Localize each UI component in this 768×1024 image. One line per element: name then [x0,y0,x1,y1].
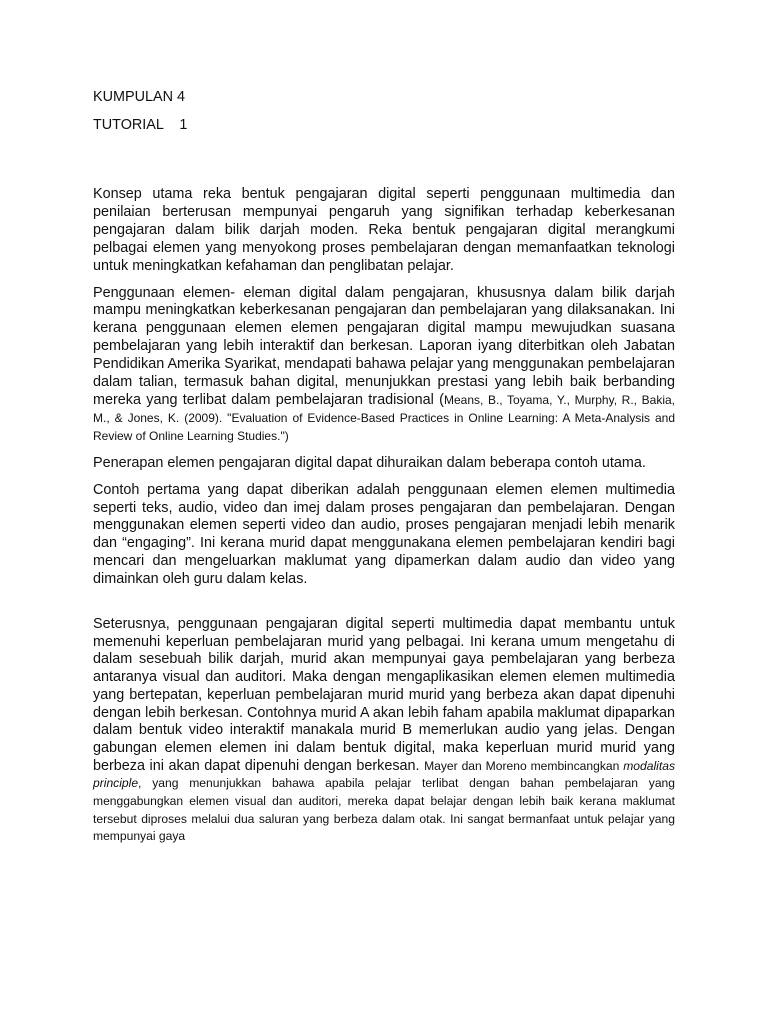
paragraph-digital-elements-text: Penggunaan elemen- eleman digital dalam pengajaran, khususnya dalam bilik darjah mampu meningkatkan keberkesanan pengajaran dan pembelajaran yang dilaksanakan. Ini kerana penggunaan elemen elemen pengajaran digital mampu mewujudkan suasana pembelajaran yang lebih interaktif dan berkesan. Laporan iyang diterbitkan oleh Jabatan Pendidikan Amerika Syarikat, mendapati bahawa pelajar yang menggunakan pembelajaran dalam talian, termasuk bahan digital, menunjukkan prestasi yang lebih baik berbanding mereka yang terlibat dalam pembelajaran tradisional ( [93,284,675,408]
group-heading: KUMPULAN 4 [93,89,185,105]
citation-means-2009: Means, B., Toyama, Y., Murphy, R., Bakia, M., & Jones, K. (2009). "Evaluation of Evidence-Based Practices in Online Learning: A Meta-Analysis and Review of Online Learning Studies.") [93,392,675,443]
mayer-moreno-text-b: , yang menunjukkan bahawa apabila pelajar terlibat dengan bahan pembelajaran yang menggabungkan elemen visual dan auditori, mereka dapat belajar dengan lebih baik kerana maklumat tersebut diproses melalui dua saluran yang berbeza dalam otak. Ini sangat bermanfaat untuk pelajar yang mempunyai gaya [93,776,675,844]
paragraph-examples-intro: Penerapan elemen pengajaran digital dapat dihuraikan dalam beberapa contoh utama. [93,454,646,471]
paragraph-first-example: Contoh pertama yang dapat diberikan adalah penggunaan elemen elemen multimedia seperti teks, audio, video dan imej dalam proses pengajaran dan pembelajaran. Dengan menggunakan elemen seperti video dan audio, proses pengajaran menjadi lebih menarik dan “engaging”. Ini kerana murid dapat menggunakana elemen pembelajaran kendiri bagi mencari dan mengeluarkan maklumat yang dipamerkan dalam audio dan video yang dimainkan oleh guru dalam kelas. [93,481,675,588]
paragraph-learning-styles [93,616,675,846]
paragraph-learning-styles-text: Seterusnya, penggunaan pengajaran digital seperti multimedia dapat membantu untuk memenuhi keperluan pembelajaran murid yang pelbagai. Ini kerana umum mengetahu di dalam sesebuah bilik darjah, murid akan mempunyai gaya pembelajaran yang berbeza antaranya visual dan auditori. Maka dengan mengaplikasikan elemen elemen multimedia yang bertepatan, keperluan pembelajaran murid murid yang berbeza akan dapat dipenuhi dengan lebih berkesan. Contohnya murid A akan lebih faham apabila maklumat dipaparkan dalam bentuk video interaktif manakala murid B memerlukan audio yang jelas. Dengan gabungan elemen elemen ini dalam bentuk digital, maka keperluan murid murid yang berbeza ini akan dapat dipenuhi dengan berkesan. [93,616,675,774]
paragraph-intro: Konsep utama reka bentuk pengajaran digital seperti penggunaan multimedia dan penilaian berterusan mempunyai pengaruh yang signifikan terhadap keberkesanan pengajaran dalam bilik darjah moden. Reka bentuk pengajaran digital merangkumi pelbagai elemen yang menyokong proses pembelajaran dengan memanfaatkan teknologi untuk meningkatkan kefahaman dan penglibatan pelajar. [93,186,675,274]
mayer-moreno-text-a: Mayer dan Moreno membincangkan [424,758,624,773]
tutorial-heading: TUTORIAL 1 [93,117,188,133]
document-body [93,186,675,846]
paragraph-digital-elements [93,285,675,446]
paragraph-gap [93,598,675,616]
modality-principle-term: modalitas principle [93,758,675,791]
